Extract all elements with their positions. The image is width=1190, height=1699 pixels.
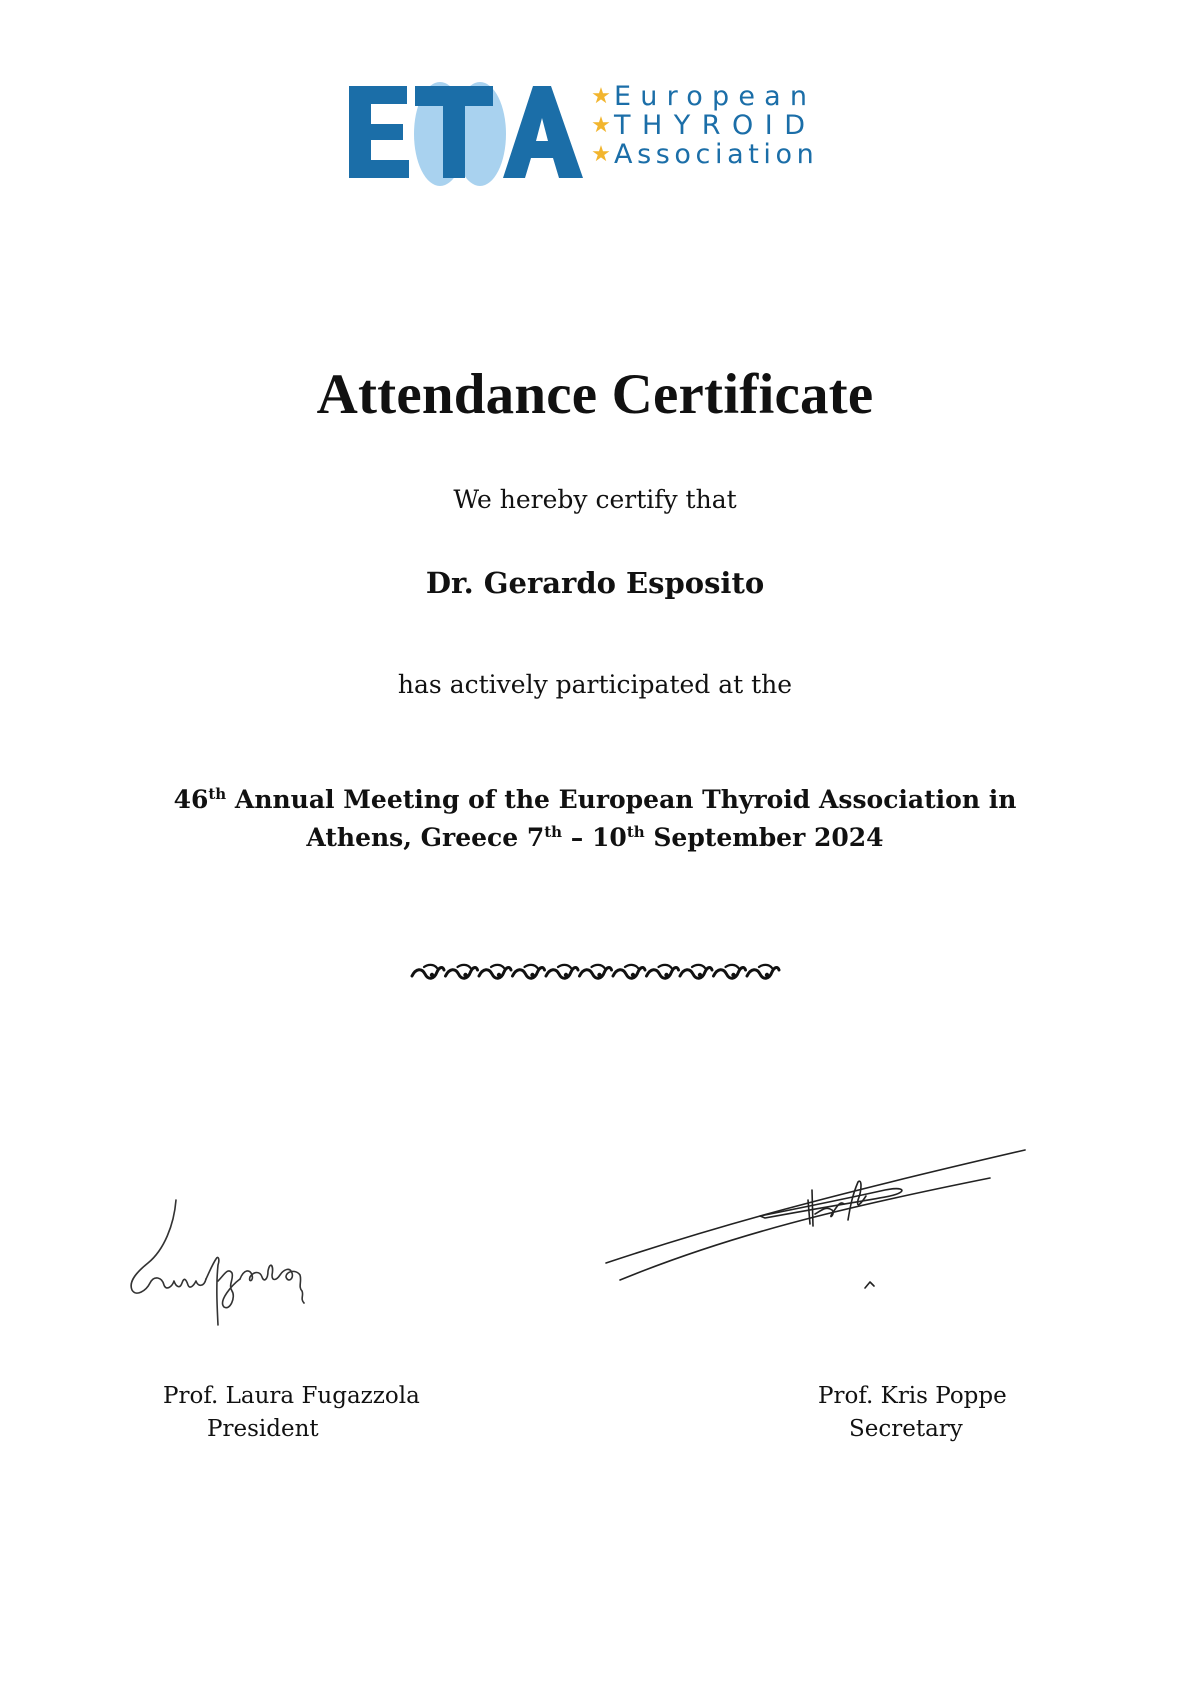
start-suffix: th [544,823,563,841]
star-icon: ★ [591,84,611,109]
meeting-name: Annual Meeting of the European Thyroid Association in [226,785,1017,814]
meeting-line-2 [0,819,1190,857]
end-day: 10 [592,823,627,852]
certificate-title: Attendance Certificate [316,363,874,426]
meeting-location: Athens, Greece [306,823,527,852]
logo-line-association: Association [614,139,819,170]
logo-line-european: European [614,81,817,112]
eta-logo-mark [345,78,585,188]
signatory-role: President [207,1416,319,1442]
signature-secretary [600,1140,1040,1300]
ordinal-suffix: th [208,785,227,803]
eta-logo-wordmark [588,82,818,169]
signatory-role: Secretary [849,1416,963,1442]
meeting-line-1 [0,781,1190,819]
end-suffix: th [626,823,645,841]
signatory-name: Prof. Laura Fugazzola [163,1383,420,1409]
signature-president [120,1195,330,1335]
scroll-ornament-icon [410,958,782,988]
certify-statement: We hereby certify that [453,485,737,514]
participation-statement: has actively participated at the [397,670,793,699]
ornament-divider [410,958,782,988]
meeting-ordinal: 46 [173,785,209,814]
handwritten-signature-icon [120,1195,330,1335]
meeting-description [0,781,1190,857]
star-icon: ★ [591,113,611,138]
signatory-secretary [818,1380,1007,1446]
logo-line-thyroid: THYROID [614,110,817,141]
month-year: September 2024 [644,823,884,852]
signatory-president [163,1380,420,1446]
signatory-name: Prof. Kris Poppe [818,1383,1007,1409]
eta-logo [345,78,835,188]
date-dash: – [562,823,593,852]
recipient-name: Dr. Gerardo Esposito [425,566,765,600]
start-day: 7 [526,823,545,852]
star-icon: ★ [591,142,611,167]
handwritten-signature-icon [600,1140,1040,1300]
